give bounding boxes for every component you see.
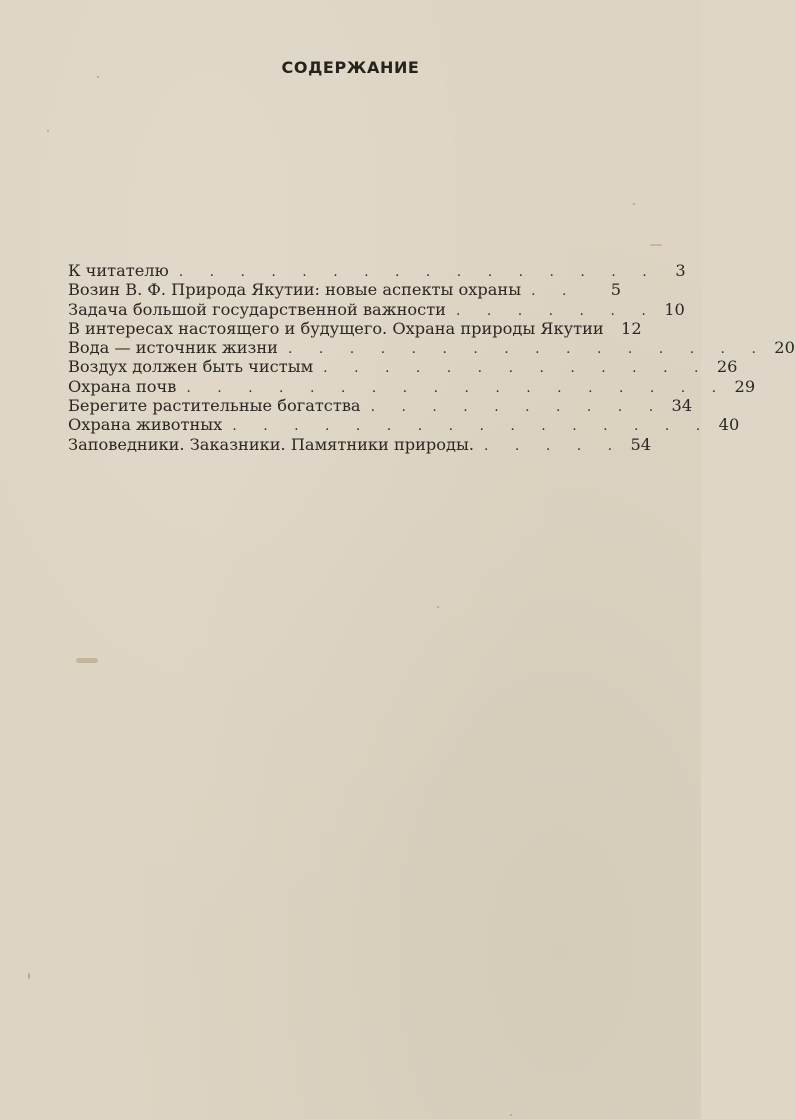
toc-entry-title: К читателю	[68, 261, 169, 280]
toc-page-number: 26	[716, 357, 738, 377]
table-of-contents	[68, 261, 795, 454]
toc-dot-leader: . . . . . . . . . . . . . . . . . .	[186, 379, 728, 396]
paper-speck	[510, 1114, 512, 1116]
toc-entry-title: В интересах настоящего и будущего. Охрана природы Якутии	[68, 318, 604, 338]
paper-speck	[437, 606, 439, 608]
toc-entry-title: Задача большой государственной важности	[68, 299, 446, 319]
toc-page-number: 40	[718, 415, 740, 435]
toc-dot-leader: . . . . . . . . . . . . .	[323, 360, 710, 377]
toc-page-number: 12	[621, 318, 642, 338]
toc-entry-title: Охрана почв	[68, 376, 177, 396]
paper-speck	[28, 973, 30, 979]
toc-entry-title: Берегите растительные богатства	[68, 396, 361, 416]
toc-dot-leader: . . . . . . . . . . . . . . . .	[178, 264, 658, 280]
toc-entry	[68, 280, 621, 299]
toc-entry	[68, 261, 686, 280]
toc-entry-title: Охрана животных	[68, 415, 223, 435]
toc-page-number: 3	[675, 261, 686, 280]
toc-entry	[68, 318, 642, 338]
toc-entry	[68, 415, 740, 435]
toc-entry-title: Заповедники. Заказники. Памятники природы.	[68, 434, 475, 454]
toc-entry-title: Вода — источник жизни	[68, 338, 278, 358]
toc-entry	[68, 338, 795, 358]
toc-entry	[68, 434, 652, 454]
paper-smudge	[76, 658, 98, 663]
page-title: СОДЕРЖАНИЕ	[281, 58, 420, 77]
toc-dot-leader: . . . . . . . . . .	[370, 399, 665, 416]
toc-page-number: 29	[734, 376, 756, 396]
paper-speck	[97, 76, 99, 78]
toc-entry	[68, 396, 693, 416]
paper-speck	[633, 203, 635, 205]
toc-page-number: 10	[664, 299, 685, 319]
toc-page-number: 5	[610, 280, 621, 300]
toc-page-number: 54	[630, 434, 652, 454]
toc-dot-leader: . . . . . . . . . . . . . . . .	[287, 341, 767, 358]
toc-entry	[68, 357, 738, 377]
toc-page-number: 34	[671, 396, 693, 416]
paper-smudge	[650, 244, 662, 246]
toc-dot-leader: . . . . . . .	[455, 302, 657, 319]
toc-dot-leader: . . . . . . . . . . . . . . . .	[232, 418, 712, 435]
paper-speck	[47, 130, 49, 132]
toc-entry	[68, 299, 685, 319]
toc-entry-title: Воздух должен быть чистым	[68, 357, 314, 377]
toc-entry	[68, 376, 756, 396]
toc-dot-leader: . .	[531, 283, 578, 300]
toc-page-number: 20	[774, 338, 795, 358]
toc-dot-leader: . . . . .	[484, 437, 624, 454]
toc-entry-title: Возин В. Ф. Природа Якутии: новые аспекты охраны	[68, 280, 522, 300]
